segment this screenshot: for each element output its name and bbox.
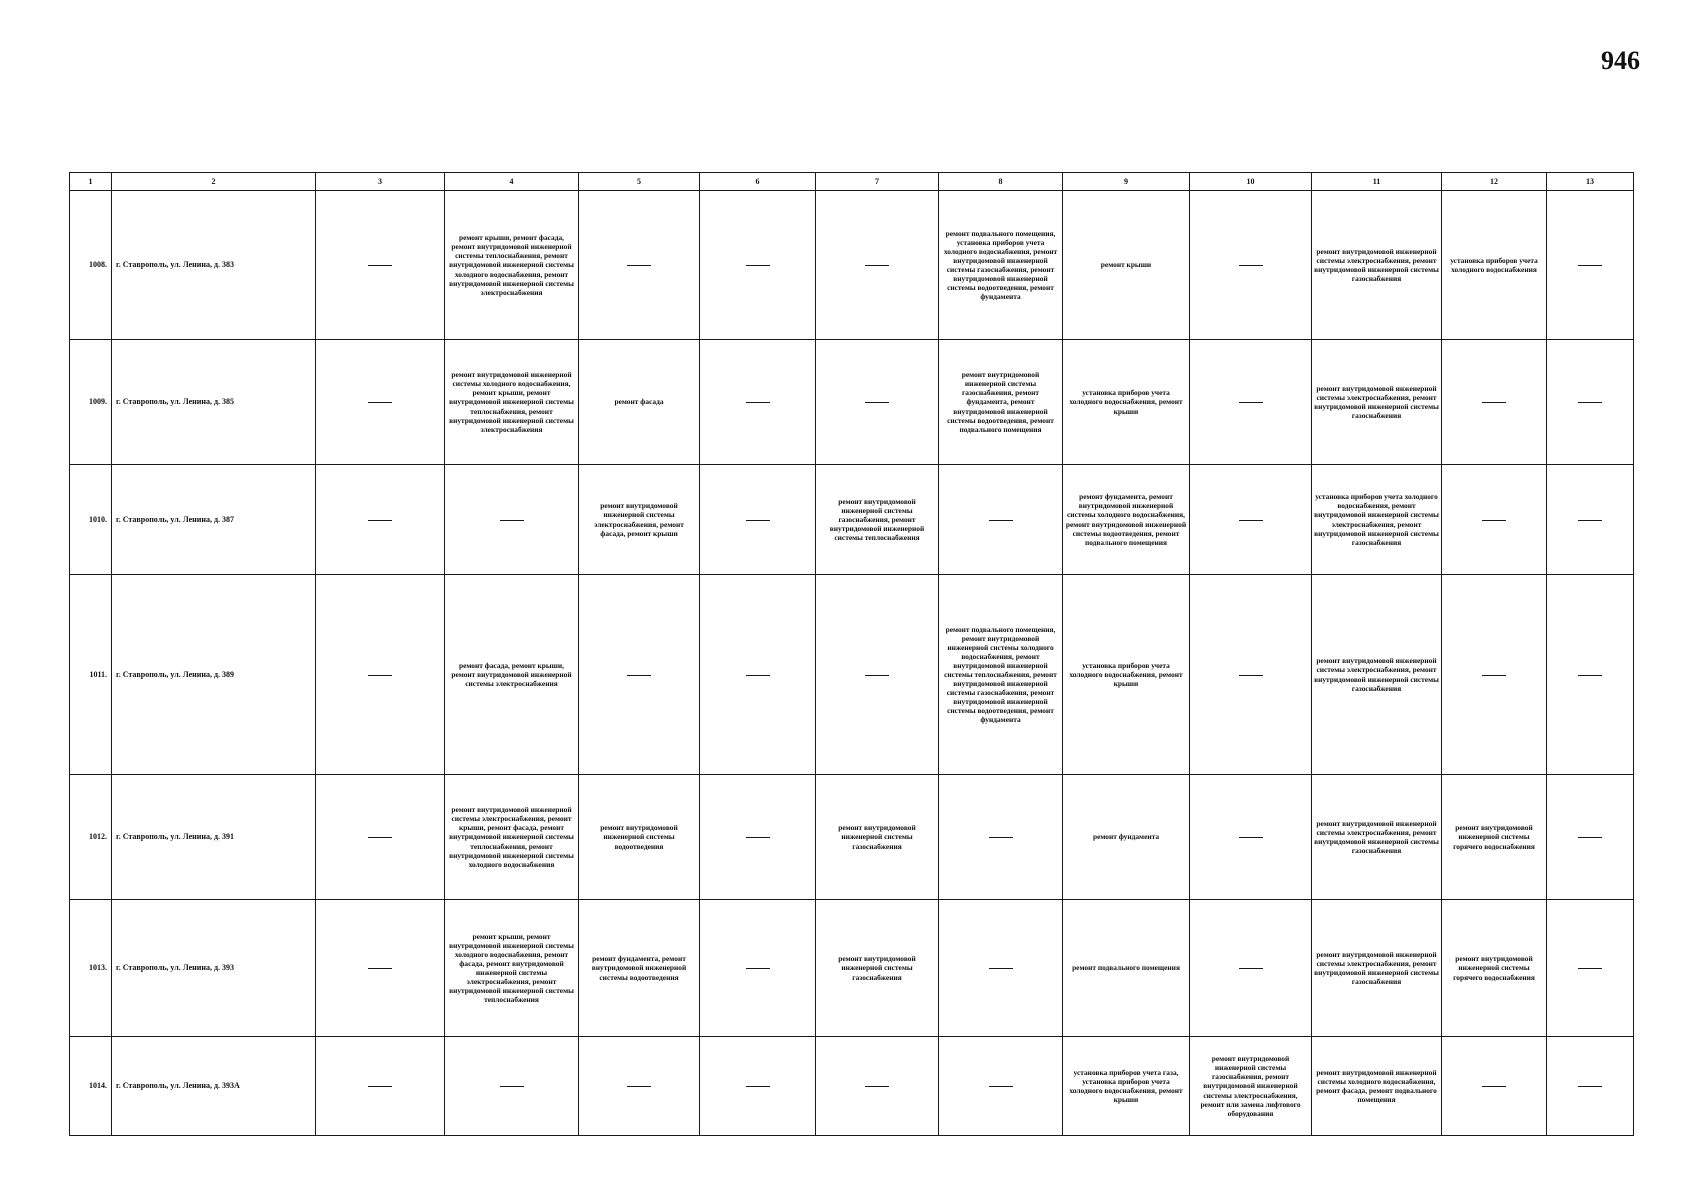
work-cell: ремонт внутридомовой инженерной системы электроснабжения, ремонт крыши, ремонт фасада, ремонт внутридомовой инженерной системы теплоснабжения, ремонт внутридомовой инженерной системы холодного водоснабжения [445, 775, 579, 900]
work-cell: установка приборов учета холодного водоснабжения, ремонт крыши [1063, 575, 1190, 775]
work-cell: ремонт фундамента, ремонт внутридомовой инженерной системы холодного водоснабжения, ремонт внутридомовой инженерной системы водоотведения, ремонт подвального помещения [1063, 465, 1190, 575]
empty-dash-cell [816, 1037, 939, 1136]
dash-mark [1482, 520, 1506, 521]
dash-mark [865, 402, 889, 403]
address-cell: г. Ставрополь, ул. Ленина, д. 393 [112, 900, 316, 1037]
dash-mark [865, 1086, 889, 1087]
empty-dash-cell [939, 1037, 1063, 1136]
work-cell: ремонт крыши, ремонт внутридомовой инженерной системы холодного водоснабжения, ремонт фасада, ремонт внутридомовой инженерной системы электроснабжения, ремонт внутридомовой инженерной системы теплоснабжения [445, 900, 579, 1037]
empty-dash-cell [445, 465, 579, 575]
empty-dash-cell [1190, 775, 1312, 900]
empty-dash-cell [816, 191, 939, 340]
column-header: 3 [316, 173, 445, 191]
repair-schedule-table [69, 172, 1634, 1136]
work-cell: ремонт внутридомовой инженерной системы газоснабжения, ремонт фундамента, ремонт внутридомовой инженерной системы водоотведения, ремонт подвального помещения [939, 340, 1063, 465]
empty-dash-cell [939, 900, 1063, 1037]
empty-dash-cell [1442, 1037, 1547, 1136]
empty-dash-cell [1547, 900, 1634, 1037]
table-row [70, 575, 1634, 775]
empty-dash-cell [1547, 1037, 1634, 1136]
dash-mark [746, 968, 770, 969]
column-header: 9 [1063, 173, 1190, 191]
empty-dash-cell [1442, 340, 1547, 465]
empty-dash-cell [1547, 465, 1634, 575]
dash-mark [1578, 265, 1602, 266]
empty-dash-cell [700, 775, 816, 900]
dash-mark [1239, 968, 1263, 969]
empty-dash-cell [316, 340, 445, 465]
dash-mark [746, 837, 770, 838]
work-cell: ремонт внутридомовой инженерной системы электроснабжения, ремонт внутридомовой инженерной системы газоснабжения [1312, 575, 1442, 775]
work-cell: ремонт подвального помещения, ремонт внутридомовой инженерной системы холодного водоснабжения, ремонт внутридомовой инженерной системы теплоснабжения, ремонт внутридомовой инженерной системы газоснабжения, ремонт внутридомовой инженерной системы водоотведения, ремонт фундамента [939, 575, 1063, 775]
dash-mark [500, 1086, 524, 1087]
empty-dash-cell [700, 900, 816, 1037]
dash-mark [989, 837, 1013, 838]
dash-mark [865, 675, 889, 676]
column-header: 6 [700, 173, 816, 191]
dash-mark [1239, 675, 1263, 676]
work-cell: ремонт внутридомовой инженерной системы газоснабжения, ремонт внутридомовой инженерной системы электроснабжения, ремонт или замена лифтового оборудования [1190, 1037, 1312, 1136]
table-row [70, 775, 1634, 900]
empty-dash-cell [1190, 191, 1312, 340]
empty-dash-cell [1547, 340, 1634, 465]
dash-mark [865, 265, 889, 266]
work-cell: ремонт внутридомовой инженерной системы холодного водоснабжения, ремонт фасада, ремонт подвального помещения [1312, 1037, 1442, 1136]
work-cell: ремонт внутридомовой инженерной системы электроснабжения, ремонт внутридомовой инженерной системы газоснабжения [1312, 340, 1442, 465]
work-cell: ремонт внутридомовой инженерной системы электроснабжения, ремонт внутридомовой инженерной системы газоснабжения [1312, 775, 1442, 900]
work-cell: ремонт фундамента, ремонт внутридомовой инженерной системы водоотведения [579, 900, 700, 1037]
dash-mark [1578, 968, 1602, 969]
header-row [70, 173, 1634, 191]
dash-mark [1239, 520, 1263, 521]
work-cell: ремонт подвального помещения, установка приборов учета холодного водоснабжения, ремонт внутридомовой инженерной системы газоснабжения, ремонт внутридомовой инженерной системы водоотведения, ремонт фундамента [939, 191, 1063, 340]
dash-mark [368, 675, 392, 676]
work-cell: установка приборов учета холодного водоснабжения, ремонт крыши [1063, 340, 1190, 465]
dash-mark [1239, 402, 1263, 403]
dash-mark [1578, 402, 1602, 403]
empty-dash-cell [579, 191, 700, 340]
column-header: 12 [1442, 173, 1547, 191]
dash-mark [989, 968, 1013, 969]
address-cell: г. Ставрополь, ул. Ленина, д. 389 [112, 575, 316, 775]
dash-mark [1482, 402, 1506, 403]
work-cell: ремонт подвального помещения [1063, 900, 1190, 1037]
empty-dash-cell [316, 191, 445, 340]
table-row [70, 900, 1634, 1037]
empty-dash-cell [316, 1037, 445, 1136]
dash-mark [368, 1086, 392, 1087]
dash-mark [1482, 1086, 1506, 1087]
empty-dash-cell [700, 191, 816, 340]
address-cell: г. Ставрополь, ул. Ленина, д. 383 [112, 191, 316, 340]
empty-dash-cell [579, 575, 700, 775]
empty-dash-cell [316, 775, 445, 900]
empty-dash-cell [700, 340, 816, 465]
column-header: 10 [1190, 173, 1312, 191]
row-number: 1010. [70, 465, 112, 575]
dash-mark [989, 1086, 1013, 1087]
empty-dash-cell [1547, 191, 1634, 340]
dash-mark [1239, 837, 1263, 838]
table-row [70, 191, 1634, 340]
column-header: 1 [70, 173, 112, 191]
work-cell: ремонт крыши [1063, 191, 1190, 340]
work-cell: ремонт фасада [579, 340, 700, 465]
empty-dash-cell [1190, 465, 1312, 575]
row-number: 1012. [70, 775, 112, 900]
work-cell: ремонт внутридомовой инженерной системы горячего водоснабжения [1442, 775, 1547, 900]
empty-dash-cell [1190, 340, 1312, 465]
empty-dash-cell [939, 465, 1063, 575]
dash-mark [746, 265, 770, 266]
empty-dash-cell [316, 575, 445, 775]
dash-mark [1239, 265, 1263, 266]
dash-mark [627, 675, 651, 676]
empty-dash-cell [816, 575, 939, 775]
empty-dash-cell [939, 775, 1063, 900]
empty-dash-cell [1442, 575, 1547, 775]
row-number: 1014. [70, 1037, 112, 1136]
row-number: 1011. [70, 575, 112, 775]
table-row [70, 465, 1634, 575]
column-header: 7 [816, 173, 939, 191]
empty-dash-cell [316, 900, 445, 1037]
empty-dash-cell [1190, 575, 1312, 775]
dash-mark [368, 837, 392, 838]
empty-dash-cell [700, 1037, 816, 1136]
empty-dash-cell [816, 340, 939, 465]
work-cell: ремонт фундамента [1063, 775, 1190, 900]
column-header: 2 [112, 173, 316, 191]
work-cell: ремонт внутридомовой инженерной системы горячего водоснабжения [1442, 900, 1547, 1037]
work-cell: ремонт внутридомовой инженерной системы электроснабжения, ремонт внутридомовой инженерной системы газоснабжения [1312, 900, 1442, 1037]
work-cell: ремонт внутридомовой инженерной системы газоснабжения [816, 900, 939, 1037]
empty-dash-cell [579, 1037, 700, 1136]
empty-dash-cell [700, 465, 816, 575]
dash-mark [746, 1086, 770, 1087]
table-row [70, 340, 1634, 465]
work-cell: ремонт внутридомовой инженерной системы газоснабжения, ремонт внутридомовой инженерной системы теплоснабжения [816, 465, 939, 575]
column-header: 5 [579, 173, 700, 191]
page-number: 946 [1601, 46, 1640, 75]
work-cell: установка приборов учета холодного водоснабжения [1442, 191, 1547, 340]
work-cell: установка приборов учета газа, установка приборов учета холодного водоснабжения, ремонт крыши [1063, 1037, 1190, 1136]
empty-dash-cell [316, 465, 445, 575]
dash-mark [500, 520, 524, 521]
empty-dash-cell [1547, 775, 1634, 900]
row-number: 1009. [70, 340, 112, 465]
column-header: 13 [1547, 173, 1634, 191]
dash-mark [746, 675, 770, 676]
column-header: 8 [939, 173, 1063, 191]
dash-mark [1578, 675, 1602, 676]
empty-dash-cell [700, 575, 816, 775]
column-header: 11 [1312, 173, 1442, 191]
work-cell: ремонт внутридомовой инженерной системы водоотведения [579, 775, 700, 900]
dash-mark [368, 520, 392, 521]
dash-mark [1578, 837, 1602, 838]
column-header: 4 [445, 173, 579, 191]
work-cell: ремонт внутридомовой инженерной системы электроснабжения, ремонт фасада, ремонт крыши [579, 465, 700, 575]
row-number: 1013. [70, 900, 112, 1037]
dash-mark [746, 402, 770, 403]
table-row [70, 1037, 1634, 1136]
work-cell: ремонт крыши, ремонт фасада, ремонт внутридомовой инженерной системы теплоснабжения, ремонт внутридомовой инженерной системы холодного водоснабжения, ремонт внутридомовой инженерной системы электроснабжения [445, 191, 579, 340]
empty-dash-cell [1547, 575, 1634, 775]
dash-mark [989, 520, 1013, 521]
work-cell: установка приборов учета холодного водоснабжения, ремонт внутридомовой инженерной системы электроснабжения, ремонт внутридомовой инженерной системы газоснабжения [1312, 465, 1442, 575]
work-cell: ремонт внутридомовой инженерной системы газоснабжения [816, 775, 939, 900]
dash-mark [368, 968, 392, 969]
dash-mark [1578, 520, 1602, 521]
work-cell: ремонт внутридомовой инженерной системы холодного водоснабжения, ремонт крыши, ремонт внутридомовой инженерной системы теплоснабжения, ремонт внутридомовой инженерной системы электроснабжения [445, 340, 579, 465]
empty-dash-cell [1442, 465, 1547, 575]
address-cell: г. Ставрополь, ул. Ленина, д. 393А [112, 1037, 316, 1136]
dash-mark [368, 402, 392, 403]
address-cell: г. Ставрополь, ул. Ленина, д. 385 [112, 340, 316, 465]
address-cell: г. Ставрополь, ул. Ленина, д. 391 [112, 775, 316, 900]
dash-mark [627, 265, 651, 266]
dash-mark [368, 265, 392, 266]
empty-dash-cell [1190, 900, 1312, 1037]
dash-mark [1578, 1086, 1602, 1087]
empty-dash-cell [445, 1037, 579, 1136]
work-cell: ремонт фасада, ремонт крыши, ремонт внутридомовой инженерной системы электроснабжения [445, 575, 579, 775]
dash-mark [627, 1086, 651, 1087]
dash-mark [746, 520, 770, 521]
row-number: 1008. [70, 191, 112, 340]
address-cell: г. Ставрополь, ул. Ленина, д. 387 [112, 465, 316, 575]
work-cell: ремонт внутридомовой инженерной системы электроснабжения, ремонт внутридомовой инженерной системы газоснабжения [1312, 191, 1442, 340]
dash-mark [1482, 675, 1506, 676]
